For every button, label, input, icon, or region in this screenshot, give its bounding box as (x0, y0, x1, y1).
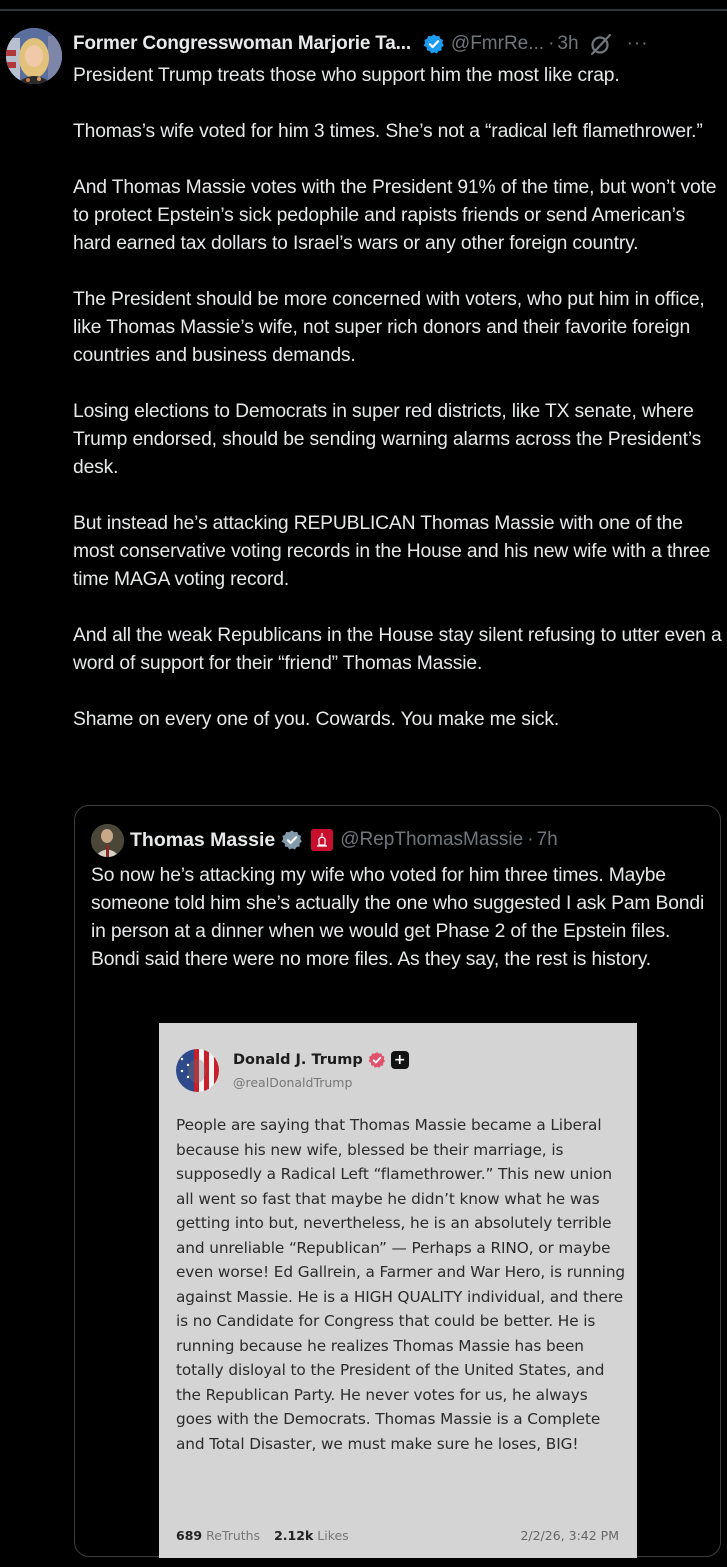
plus-icon: + (391, 1051, 409, 1069)
retruths-label: ReTruths (206, 1528, 261, 1543)
quoted-timestamp[interactable]: 7h (536, 829, 558, 850)
retruths-count: 689 (176, 1528, 203, 1543)
quoted-tweet-text: So now he’s attacking my wife who voted for him three times. Maybe someone told him she’s actually the one who suggested I ask Pam Bondi in person at a dinner when we would get Phase 2 of the Epstein files. Bondi said there were no more files. As they say, the rest is history. (91, 865, 705, 970)
verified-badge-icon (423, 33, 445, 55)
quoted-tweet-header (91, 823, 558, 857)
verified-badge-icon (281, 829, 303, 851)
truth-author-name: Donald J. Trump (233, 1052, 363, 1068)
quoted-author-avatar[interactable] (91, 824, 124, 857)
truth-author-handle: @realDonaldTrump (233, 1075, 353, 1090)
tweet-paragraph: Losing elections to Democrats in super red districts, like TX senate, where Trump endorsed, should be sending warning alarms across the President’s desk. (73, 401, 702, 478)
government-affiliation-icon (311, 829, 333, 851)
tweet-paragraph: And all the weak Republicans in the House stay silent refusing to utter even a word of support for their “friend” Thomas Massie. (73, 625, 722, 674)
author-handle[interactable]: @FmrRe... (450, 33, 545, 54)
quoted-author-handle[interactable]: @RepThomasMassie (340, 829, 524, 850)
grok-icon[interactable] (589, 32, 613, 56)
truth-post-stats (176, 1528, 619, 1543)
verified-badge-icon (368, 1051, 386, 1069)
timestamp[interactable]: 3h (557, 33, 579, 54)
tweet-paragraph: But instead he’s attacking REPUBLICAN Thomas Massie with one of the most conservative voting records in the House and his new wife with a three time MAGA voting record. (73, 513, 711, 590)
author-avatar[interactable] (6, 28, 62, 84)
truth-post-text: People are saying that Thomas Massie became a Liberal because his new wife, blessed be their marriage, is supposedly a Radical Left “flamethrower.” This new union all went so fast that maybe he didn’t know what he was getting into but, nevertheless, he is an absolutely terrible and unreliable “Republican” — Perhaps a RINO, or maybe even worse! Ed Gallrein, a Farmer and War Hero, is running against Massie. He is a HIGH QUALITY individual, and there is no Candidate for Congress that could be better. He is running because he realizes Thomas Massie has been totally disloyal to the President of the United States, and the Republican Party. He never votes for us, he always goes with the Democrats. Thomas Massie is a Complete and Total Disaster, we must make sure he loses, BIG! (176, 1116, 626, 1453)
quoted-author-name[interactable]: Thomas Massie (130, 828, 276, 851)
tweet-paragraph: President Trump treats those who support him the most like crap. (73, 65, 620, 86)
tweet-text (73, 62, 723, 762)
truth-social-screenshot[interactable] (159, 1023, 637, 1558)
tweet-paragraph: The President should be more concerned with voters, who put him in office, like Thomas Massie’s wife, not super rich donors and their favorite foreign countries and business demands. (73, 289, 705, 366)
truth-author-row (233, 1051, 409, 1069)
separator-dot: · (548, 33, 555, 54)
more-options-icon[interactable]: ··· (626, 33, 649, 54)
top-divider (0, 9, 727, 11)
tweet-paragraph: Thomas’s wife voted for him 3 times. She’s not a “radical left flamethrower.” (73, 121, 703, 142)
tweet-header (73, 30, 727, 58)
quoted-tweet-card[interactable] (74, 805, 721, 1557)
tweet-paragraph: And Thomas Massie votes with the President 91% of the time, but won’t vote to protect Epstein’s sick pedophile and rapists friends or send American’s hard earned tax dollars to Israel’s wars or any other foreign country. (73, 177, 717, 254)
separator-dot: · (527, 829, 534, 850)
likes-count: 2.12k (274, 1528, 314, 1543)
likes-label: Likes (317, 1528, 349, 1543)
truth-post-date: 2/2/26, 3:42 PM (520, 1528, 619, 1543)
author-name[interactable]: Former Congresswoman Marjorie Ta... (73, 33, 411, 54)
truth-author-avatar (176, 1049, 219, 1092)
tweet-paragraph: Shame on every one of you. Cowards. You make me sick. (73, 709, 560, 730)
